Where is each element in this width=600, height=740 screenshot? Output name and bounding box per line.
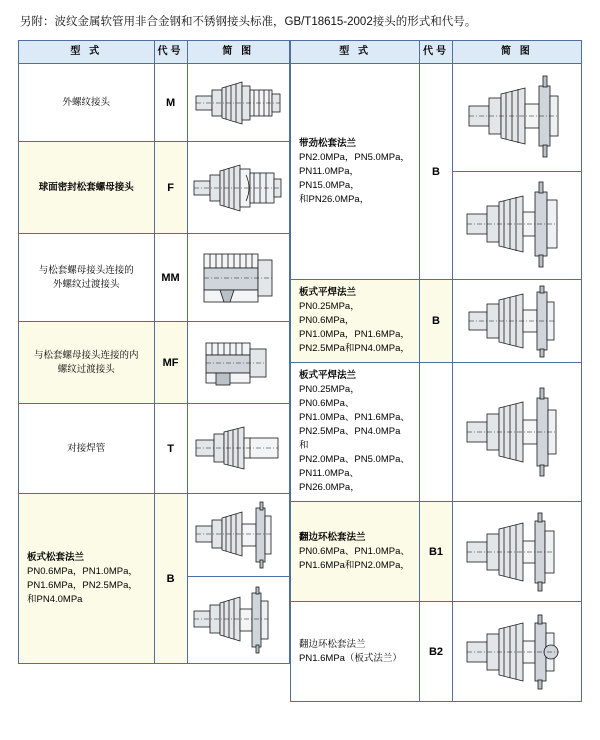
page-title: 另附：波纹金属软管用非合金钢和不锈钢接头标准，GB/T18615-2002接头的形式和代号。 — [20, 16, 477, 28]
row-figure-cell — [452, 602, 581, 702]
type-line: PN0.25MPa，PN0.6MPa， — [299, 301, 360, 326]
row-code-cell: F — [154, 142, 187, 234]
row-code-cell: T — [154, 404, 187, 494]
table-row — [19, 64, 290, 142]
left-table — [18, 40, 290, 664]
type-line: PN1.6MPa，PN2.5MPa， — [27, 579, 138, 591]
table-row — [19, 494, 290, 664]
row-type-cell — [19, 142, 155, 234]
right-table-header-row — [291, 41, 582, 64]
header-figure: 简 图 — [452, 41, 581, 64]
type-line: PN0.6MPa，PN1.0MPa， — [27, 565, 138, 577]
header-figure: 简 图 — [187, 41, 289, 64]
type-line: 带劲松套法兰 — [299, 137, 357, 149]
table-row — [291, 363, 582, 502]
row-figure-cell — [452, 172, 581, 280]
table-row — [19, 142, 290, 234]
header-code: 代号 — [154, 41, 187, 64]
table-row — [291, 64, 582, 172]
type-line: PN1.6MPa和PN2.0MPa， — [299, 559, 410, 571]
row-type-cell — [19, 64, 155, 142]
type-line: PN1.6MPa（板式法兰） — [299, 652, 402, 664]
male-transition-adapter-icon — [188, 244, 289, 312]
plate-slip-on-flange-b-icon — [453, 382, 581, 482]
right-table — [290, 40, 582, 702]
threaded-male-connector-icon — [188, 72, 289, 134]
type-line: PN1.0MPa、PN1.6MPa、 — [299, 412, 410, 423]
row-figure-cell — [452, 502, 581, 602]
table-row — [291, 280, 582, 363]
header-code: 代号 — [420, 41, 452, 64]
row-figure-cell — [187, 494, 289, 664]
header-type: 型 式 — [291, 41, 420, 64]
row-code-cell: B — [420, 280, 452, 363]
type-line: 外螺纹过渡接头 — [52, 278, 120, 290]
table-row — [291, 602, 582, 702]
table-row — [19, 322, 290, 404]
type-line: PN11.0MPa，PN15.0MPa， — [299, 165, 360, 191]
type-line: 翻边环松套法兰 — [299, 531, 366, 543]
type-line: 螺纹过渡接头 — [57, 363, 115, 375]
row-type-cell — [19, 234, 155, 322]
type-line: PN11.0MPa、PN26.0MPa， — [299, 468, 360, 493]
type-line: 和PN4.0MPa — [27, 593, 83, 605]
table-row — [291, 502, 582, 602]
type-line: PN0.6MPa、PN1.0MPa、 — [299, 545, 410, 557]
row-type-cell — [19, 404, 155, 494]
row-code-cell: B1 — [420, 502, 452, 602]
row-figure-cell — [452, 64, 581, 172]
row-type-cell — [291, 602, 420, 702]
ribbed-loose-flange-a-icon — [453, 70, 581, 166]
type-line: PN0.25MPa，PN0.6MPa、 — [299, 384, 360, 409]
lap-joint-flange-b-icon — [453, 609, 581, 695]
tables-container — [18, 40, 582, 702]
row-figure-cell — [187, 234, 289, 322]
row-code-cell — [420, 363, 452, 502]
type-line: 板式平焊法兰 — [299, 370, 357, 381]
type-line: 翻边环松套法兰 — [299, 638, 366, 650]
row-code-cell: MM — [154, 234, 187, 322]
row-figure-cell — [452, 280, 581, 363]
row-code-cell: B2 — [420, 602, 452, 702]
type-line: 板式松套法兰 — [27, 551, 85, 563]
plate-loose-flange-icon-a — [188, 498, 289, 572]
type-line: 对接焊管 — [67, 442, 106, 454]
type-line: 与松套螺母接头连接的 — [38, 264, 134, 276]
figure-slot-bottom — [188, 577, 289, 663]
row-figure-cell — [187, 142, 289, 234]
row-type-cell — [291, 64, 420, 280]
type-line: PN2.5MPa、PN4.0MPa 和 — [299, 426, 401, 451]
row-code-cell: B — [154, 494, 187, 664]
row-figure-cell — [187, 64, 289, 142]
row-figure-cell — [452, 363, 581, 502]
row-figure-cell — [187, 404, 289, 494]
table-row — [19, 234, 290, 322]
type-line: 球面密封松套螺母接头 — [38, 181, 134, 193]
butt-weld-pipe-icon — [188, 418, 289, 480]
type-line: 与松套螺母接头连接的内 — [33, 349, 139, 361]
type-line: 和PN26.0MPa， — [299, 193, 370, 205]
row-figure-cell — [187, 322, 289, 404]
lap-joint-flange-a-icon — [453, 509, 581, 595]
type-line: PN2.0MPa、PN5.0MPa、 — [299, 454, 410, 465]
row-code-cell: M — [154, 64, 187, 142]
row-type-cell — [19, 322, 155, 404]
female-transition-adapter-icon — [188, 331, 289, 395]
row-type-cell — [291, 502, 420, 602]
row-type-cell — [291, 280, 420, 363]
left-table-header-row — [19, 41, 290, 64]
table-row — [19, 404, 290, 494]
row-code-cell: MF — [154, 322, 187, 404]
plate-loose-flange-icon-b — [188, 581, 289, 659]
type-line: PN2.0MPa，PN5.0MPa， — [299, 151, 410, 163]
type-line: PN2.5MPa和PN4.0MPa， — [299, 343, 410, 354]
spherical-union-nut-connector-icon — [188, 153, 289, 223]
row-code-cell: B — [420, 64, 452, 280]
type-line: 板式平焊法兰 — [299, 287, 357, 298]
type-line: PN1.0MPa，PN1.6MPa， — [299, 329, 410, 340]
type-line: 外螺纹接头 — [62, 96, 110, 108]
header-type: 型 式 — [19, 41, 155, 64]
figure-slot-top — [188, 494, 289, 577]
plate-slip-on-flange-a-icon — [453, 284, 581, 358]
row-type-cell — [19, 494, 155, 664]
row-type-cell — [291, 363, 420, 502]
ribbed-loose-flange-b-icon — [453, 178, 581, 274]
